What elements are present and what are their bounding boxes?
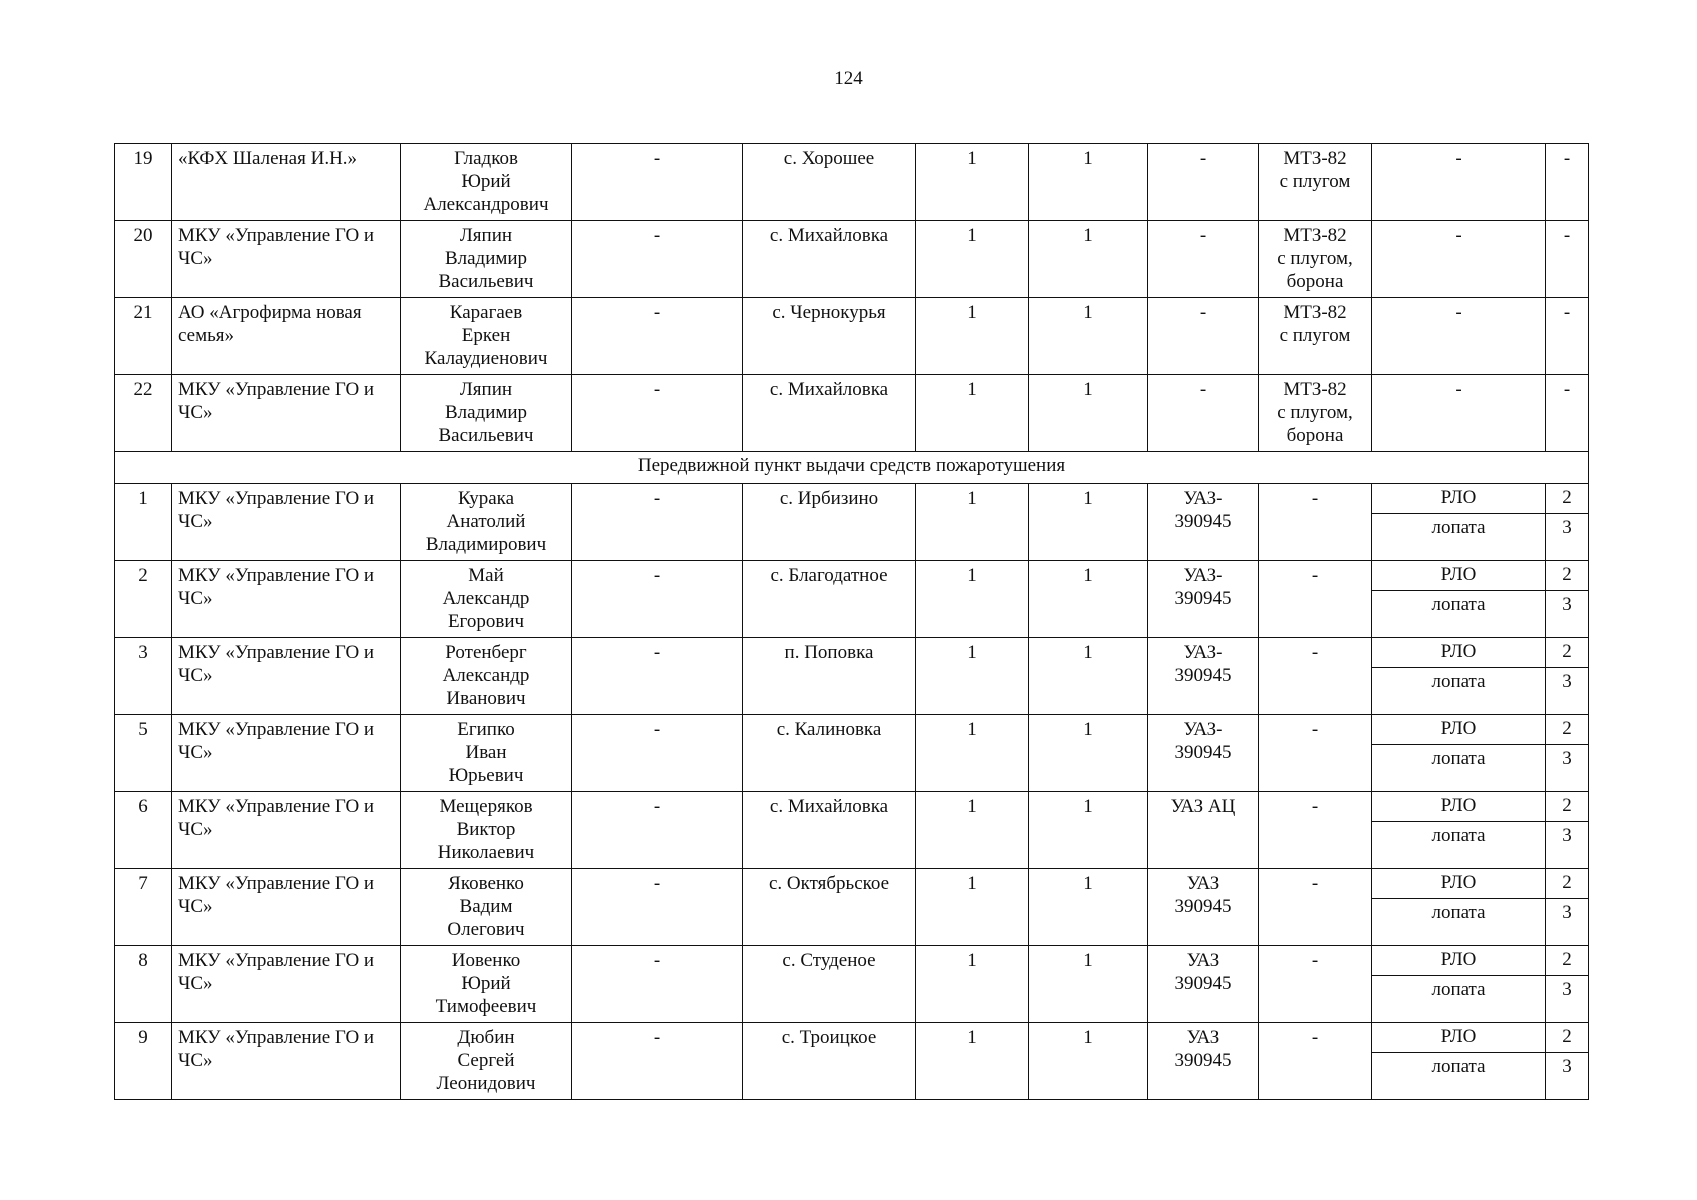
person-name-line: Ляпин [459,225,513,246]
equipment-quantity-cell: 3 [1546,668,1589,715]
vehicle-line: 390945 [1174,665,1232,686]
tractor-line: МТЗ-82 [1283,379,1347,400]
person-name-line: Виктор [456,819,516,840]
row-number: 2 [115,561,172,638]
settlement-cell: с. Калиновка [743,715,916,792]
equipment-cell: лопата [1372,591,1546,638]
organization-cell: МКУ «Управление ГО и ЧС» [172,638,401,715]
unit-count-cell: 1 [1029,1023,1148,1100]
vehicle-cell [1148,715,1259,792]
unit-count-cell: 1 [1029,792,1148,869]
tractor-cell [1259,561,1372,638]
settlement-cell: п. Поповка [743,638,916,715]
equipment-quantity-cell: 2 [1546,484,1589,514]
table-row [115,561,1589,591]
tractor-line: - [1311,642,1319,663]
vehicle-line: 390945 [1174,742,1232,763]
table-row [115,1023,1589,1053]
settlement-cell: с. Михайловка [743,375,916,452]
equipment-quantity-cell: 2 [1546,869,1589,899]
equipment-quantity-cell: 3 [1546,976,1589,1023]
tractor-cell [1259,946,1372,1023]
tractor-line: с плугом, [1277,402,1353,423]
responsible-person-cell [401,792,572,869]
tractor-line: МТЗ-82 [1283,148,1347,169]
personnel-count-cell: 1 [916,561,1029,638]
table-row [115,638,1589,668]
table-row [115,869,1589,899]
tractor-line: с плугом, [1277,248,1353,269]
resources-table [114,143,1589,1100]
tractor-cell [1259,715,1372,792]
unit-count-cell: 1 [1029,946,1148,1023]
phone-cell: - [572,221,743,298]
tractor-cell [1259,221,1372,298]
person-name-line: Гладков [454,148,518,169]
vehicle-line: УАЗ- [1183,488,1223,509]
person-name-line: Васильевич [438,271,534,292]
equipment-cell: - [1372,298,1546,375]
responsible-person-cell [401,869,572,946]
tractor-cell [1259,484,1372,561]
section-header-row [115,452,1589,484]
equipment-cell: РЛО [1372,484,1546,514]
equipment-quantity-cell: 2 [1546,715,1589,745]
equipment-cell: лопата [1372,976,1546,1023]
tractor-line: - [1311,1027,1319,1048]
tractor-line: - [1311,873,1319,894]
person-name-line: Яковенко [448,873,524,894]
person-name-line: Иванович [446,688,526,709]
person-name-line: Егорович [447,611,525,632]
phone-cell: - [572,375,743,452]
person-name-line: Май [468,565,504,586]
phone-cell: - [572,946,743,1023]
equipment-quantity-cell: 3 [1546,745,1589,792]
vehicle-line: УАЗ [1186,1027,1220,1048]
person-name-line: Иовенко [451,950,521,971]
vehicle-cell [1148,298,1259,375]
person-name-line: Александр [442,665,530,686]
personnel-count-cell: 1 [916,869,1029,946]
person-name-line: Еркен [461,325,511,346]
personnel-count-cell: 1 [916,1023,1029,1100]
settlement-cell: с. Хорошее [743,144,916,221]
settlement-cell: с. Михайловка [743,792,916,869]
settlement-cell: с. Троицкое [743,1023,916,1100]
equipment-cell: лопата [1372,1053,1546,1100]
row-number: 21 [115,298,172,375]
organization-cell: МКУ «Управление ГО и ЧС» [172,946,401,1023]
equipment-quantity-cell: 3 [1546,514,1589,561]
person-name-line: Сергей [457,1050,515,1071]
equipment-quantity-cell: 2 [1546,1023,1589,1053]
row-number: 7 [115,869,172,946]
tractor-line: - [1311,565,1319,586]
personnel-count-cell: 1 [916,638,1029,715]
vehicle-line: - [1199,225,1207,246]
row-number: 3 [115,638,172,715]
vehicle-line: УАЗ [1186,950,1220,971]
tractor-line: - [1311,719,1319,740]
row-number: 22 [115,375,172,452]
vehicle-cell [1148,375,1259,452]
person-name-line: Египко [457,719,515,740]
equipment-quantity-cell: 2 [1546,792,1589,822]
responsible-person-cell [401,946,572,1023]
person-name-line: Владимирович [425,534,547,555]
tractor-line: борона [1286,271,1344,292]
tractor-line: - [1311,950,1319,971]
equipment-cell: РЛО [1372,561,1546,591]
tractor-line: МТЗ-82 [1283,302,1347,323]
row-number: 20 [115,221,172,298]
tractor-line: борона [1286,425,1344,446]
person-name-line: Юрий [461,171,511,192]
personnel-count-cell: 1 [916,221,1029,298]
tractor-cell [1259,1023,1372,1100]
unit-count-cell: 1 [1029,144,1148,221]
responsible-person-cell [401,638,572,715]
vehicle-line: 390945 [1174,896,1232,917]
vehicle-line: - [1199,379,1207,400]
phone-cell: - [572,561,743,638]
equipment-cell: - [1372,144,1546,221]
vehicle-line: УАЗ- [1183,642,1223,663]
person-name-line: Олегович [447,919,525,940]
phone-cell: - [572,1023,743,1100]
organization-cell: МКУ «Управление ГО и ЧС» [172,1023,401,1100]
person-name-line: Владимир [444,248,528,269]
organization-cell: МКУ «Управление ГО и ЧС» [172,221,401,298]
person-name-line: Владимир [444,402,528,423]
responsible-person-cell [401,144,572,221]
phone-cell: - [572,792,743,869]
tractor-cell [1259,144,1372,221]
vehicle-cell [1148,1023,1259,1100]
row-number: 6 [115,792,172,869]
vehicle-line: - [1199,148,1207,169]
responsible-person-cell [401,375,572,452]
equipment-cell: РЛО [1372,638,1546,668]
table-row [115,484,1589,514]
person-name-line: Александр [442,588,530,609]
table-row [115,946,1589,976]
tractor-line: с плугом [1279,171,1351,192]
row-number: 8 [115,946,172,1023]
section-title: Передвижной пункт выдачи средств пожаротушения [115,452,1589,484]
phone-cell: - [572,715,743,792]
personnel-count-cell: 1 [916,946,1029,1023]
person-name-line: Вадим [459,896,513,917]
person-name-line: Иван [465,742,507,763]
person-name-line: Мещеряков [439,796,533,817]
person-name-line: Юрьевич [448,765,524,786]
equipment-cell: РЛО [1372,946,1546,976]
vehicle-cell [1148,869,1259,946]
vehicle-line: 390945 [1174,511,1232,532]
personnel-count-cell: 1 [916,715,1029,792]
person-name-line: Анатолий [446,511,526,532]
equipment-cell: лопата [1372,514,1546,561]
vehicle-line: - [1199,302,1207,323]
person-name-line: Ротенберг [445,642,527,663]
unit-count-cell: 1 [1029,715,1148,792]
equipment-cell: РЛО [1372,792,1546,822]
equipment-quantity-cell: - [1546,221,1589,298]
vehicle-line: 390945 [1174,588,1232,609]
organization-cell: МКУ «Управление ГО и ЧС» [172,792,401,869]
responsible-person-cell [401,484,572,561]
equipment-cell: лопата [1372,668,1546,715]
person-name-line: Васильевич [438,425,534,446]
equipment-cell: РЛО [1372,1023,1546,1053]
unit-count-cell: 1 [1029,375,1148,452]
tractor-cell [1259,869,1372,946]
person-name-line: Юрий [461,973,511,994]
vehicle-line: 390945 [1174,1050,1232,1071]
organization-cell: МКУ «Управление ГО и ЧС» [172,561,401,638]
phone-cell: - [572,298,743,375]
tractor-line: МТЗ-82 [1283,225,1347,246]
personnel-count-cell: 1 [916,144,1029,221]
personnel-count-cell: 1 [916,298,1029,375]
person-name-line: Курака [457,488,515,509]
settlement-cell: с. Благодатное [743,561,916,638]
organization-cell: «КФХ Шаленая И.Н.» [172,144,401,221]
unit-count-cell: 1 [1029,869,1148,946]
table-row [115,715,1589,745]
personnel-count-cell: 1 [916,792,1029,869]
organization-cell: АО «Агрофирма новая семья» [172,298,401,375]
settlement-cell: с. Чернокурья [743,298,916,375]
table-row [115,375,1589,452]
organization-cell: МКУ «Управление ГО и ЧС» [172,484,401,561]
settlement-cell: с. Михайловка [743,221,916,298]
row-number: 19 [115,144,172,221]
person-name-line: Карагаев [449,302,523,323]
row-number: 5 [115,715,172,792]
equipment-cell: РЛО [1372,715,1546,745]
unit-count-cell: 1 [1029,484,1148,561]
row-number: 1 [115,484,172,561]
organization-cell: МКУ «Управление ГО и ЧС» [172,715,401,792]
vehicle-cell [1148,792,1259,869]
equipment-cell: лопата [1372,822,1546,869]
vehicle-cell [1148,946,1259,1023]
phone-cell: - [572,869,743,946]
organization-cell: МКУ «Управление ГО и ЧС» [172,375,401,452]
settlement-cell: с. Ирбизино [743,484,916,561]
responsible-person-cell [401,221,572,298]
responsible-person-cell [401,561,572,638]
equipment-quantity-cell: 2 [1546,638,1589,668]
person-name-line: Калаудиенович [424,348,548,369]
equipment-cell: лопата [1372,745,1546,792]
vehicle-cell [1148,221,1259,298]
equipment-cell: - [1372,375,1546,452]
settlement-cell: с. Октябрьское [743,869,916,946]
vehicle-line: УАЗ- [1183,719,1223,740]
tractor-line: - [1311,488,1319,509]
page-number: 124 [834,68,863,89]
equipment-quantity-cell: 3 [1546,591,1589,638]
equipment-quantity-cell: 3 [1546,1053,1589,1100]
person-name-line: Леонидович [436,1073,536,1094]
equipment-quantity-cell: 2 [1546,561,1589,591]
organization-cell: МКУ «Управление ГО и ЧС» [172,869,401,946]
table-row [115,792,1589,822]
table-row [115,221,1589,298]
equipment-quantity-cell: - [1546,375,1589,452]
unit-count-cell: 1 [1029,221,1148,298]
person-name-line: Николаевич [437,842,535,863]
vehicle-line: 390945 [1174,973,1232,994]
responsible-person-cell [401,1023,572,1100]
responsible-person-cell [401,298,572,375]
table-body [115,144,1589,1100]
unit-count-cell: 1 [1029,298,1148,375]
table-row [115,144,1589,221]
vehicle-line: УАЗ [1186,873,1220,894]
vehicle-line: УАЗ АЦ [1170,796,1236,817]
table-row [115,298,1589,375]
vehicle-line: УАЗ- [1183,565,1223,586]
tractor-cell [1259,375,1372,452]
responsible-person-cell [401,715,572,792]
unit-count-cell: 1 [1029,638,1148,715]
equipment-quantity-cell: - [1546,144,1589,221]
phone-cell: - [572,144,743,221]
vehicle-cell [1148,561,1259,638]
equipment-quantity-cell: 2 [1546,946,1589,976]
phone-cell: - [572,484,743,561]
personnel-count-cell: 1 [916,375,1029,452]
tractor-cell [1259,638,1372,715]
vehicle-cell [1148,638,1259,715]
person-name-line: Дюбин [457,1027,515,1048]
tractor-line: - [1311,796,1319,817]
equipment-quantity-cell: 3 [1546,899,1589,946]
person-name-line: Ляпин [459,379,513,400]
tractor-cell [1259,792,1372,869]
unit-count-cell: 1 [1029,561,1148,638]
vehicle-cell [1148,484,1259,561]
settlement-cell: с. Студеное [743,946,916,1023]
equipment-quantity-cell: - [1546,298,1589,375]
phone-cell: - [572,638,743,715]
tractor-line: с плугом [1279,325,1351,346]
person-name-line: Тимофеевич [435,996,537,1017]
equipment-quantity-cell: 3 [1546,822,1589,869]
vehicle-cell [1148,144,1259,221]
equipment-cell: РЛО [1372,869,1546,899]
equipment-cell: лопата [1372,899,1546,946]
row-number: 9 [115,1023,172,1100]
personnel-count-cell: 1 [916,484,1029,561]
tractor-cell [1259,298,1372,375]
equipment-cell: - [1372,221,1546,298]
person-name-line: Александрович [423,194,549,215]
